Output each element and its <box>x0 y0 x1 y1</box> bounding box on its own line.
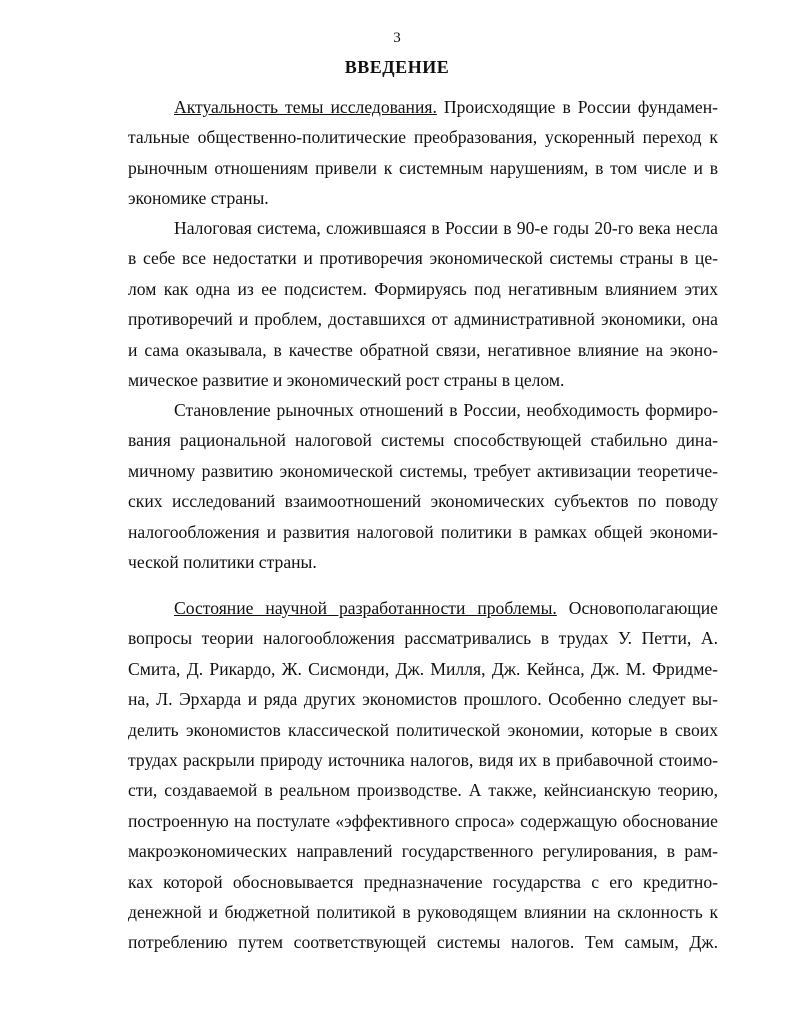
paragraph-line: трудах раскрыли природу источника налогов, видя их в прибавочной стоимо- <box>128 749 718 770</box>
paragraph-line: вания рациональной налоговой системы способствующей стабильно дина- <box>128 430 718 451</box>
page-title: ВВЕДЕНИЕ <box>344 57 450 77</box>
paragraph-line <box>128 593 718 623</box>
paragraph-line: и сама оказывала, в качестве обратной связи, негативное влияние на эконо- <box>128 339 718 360</box>
paragraph-line: противоречий и проблем, доставшихся от административной экономики, она <box>128 309 718 330</box>
paragraph-line: построенную на постулате «эффективного спроса» содержащую обоснование <box>128 810 718 831</box>
paragraph-relevance <box>128 92 718 214</box>
text-run: Происходящие в России фундамен- <box>436 97 719 117</box>
paragraph-line: налогообложения и развития налоговой политики в рамках общей экономи- <box>128 521 718 542</box>
paragraph-line: тальные общественно-политические преобразования, ускоренный переход к <box>128 127 718 148</box>
paragraph-state-of-research <box>128 593 718 958</box>
paragraph-line: мичному развитию экономической системы, требует активизации теоретиче- <box>128 460 718 481</box>
paragraph-line: ских исследований взаимоотношений экономических субъектов по поводу <box>128 491 718 512</box>
paragraph-line: Налоговая система, сложившаяся в России в 90-е годы 20-го века несла <box>174 218 718 238</box>
paragraph-line: Смита, Д. Рикардо, Ж. Сисмонди, Дж. Милля, Дж. Кейнса, Дж. М. Фридме- <box>128 658 718 679</box>
paragraph-line: экономике страны. <box>128 188 269 209</box>
page-number: 3 <box>393 30 401 46</box>
paragraph-line: на, Л. Эрхарда и ряда других экономистов прошлого. Особенно следует вы- <box>128 689 718 710</box>
paragraph-line: ках которой обосновывается предназначение государства с его кредитно- <box>128 871 718 892</box>
paragraph-line: мическое развитие и экономический рост страны в целом. <box>128 369 565 390</box>
paragraph-line: потреблению путем соответствующей системы налогов. Тем самым, Дж. <box>128 932 718 953</box>
paragraph-line: Становление рыночных отношений в России, необходимость формиро- <box>174 400 718 420</box>
paragraph-line: ческой политики страны. <box>128 551 317 572</box>
paragraph-line: денежной и бюджетной политикой в руководящем влиянии на склонность к <box>128 901 718 922</box>
paragraph-tax-system <box>128 213 718 395</box>
paragraph-line <box>128 92 718 122</box>
research-heading: Состояние научной разработанности проблемы. <box>174 598 557 618</box>
paragraph-line: в себе все недостатки и противоречия экономической системы страны в це- <box>128 248 718 269</box>
relevance-heading: Актуальность темы исследования. <box>174 97 437 117</box>
paragraph-line: сти, создаваемой в реальном производстве. А также, кейнсианскую теорию, <box>128 780 718 801</box>
text-run: Основополагающие <box>556 598 718 618</box>
paragraph-line: рыночным отношениям привели к системным нарушениям, в том числе и в <box>128 157 718 178</box>
paragraph-line: делить экономистов классической политической экономии, которые в своих <box>128 719 718 740</box>
paragraph-market-relations <box>128 395 718 577</box>
paragraph-line: вопросы теории налогообложения рассматривались в трудах У. Петти, А. <box>128 628 718 649</box>
paragraph-line: лом как одна из ее подсистем. Формируясь под негативным влиянием этих <box>128 278 718 299</box>
paragraph-line: макроэкономических направлений государственного регулирования, в рам- <box>128 841 718 862</box>
